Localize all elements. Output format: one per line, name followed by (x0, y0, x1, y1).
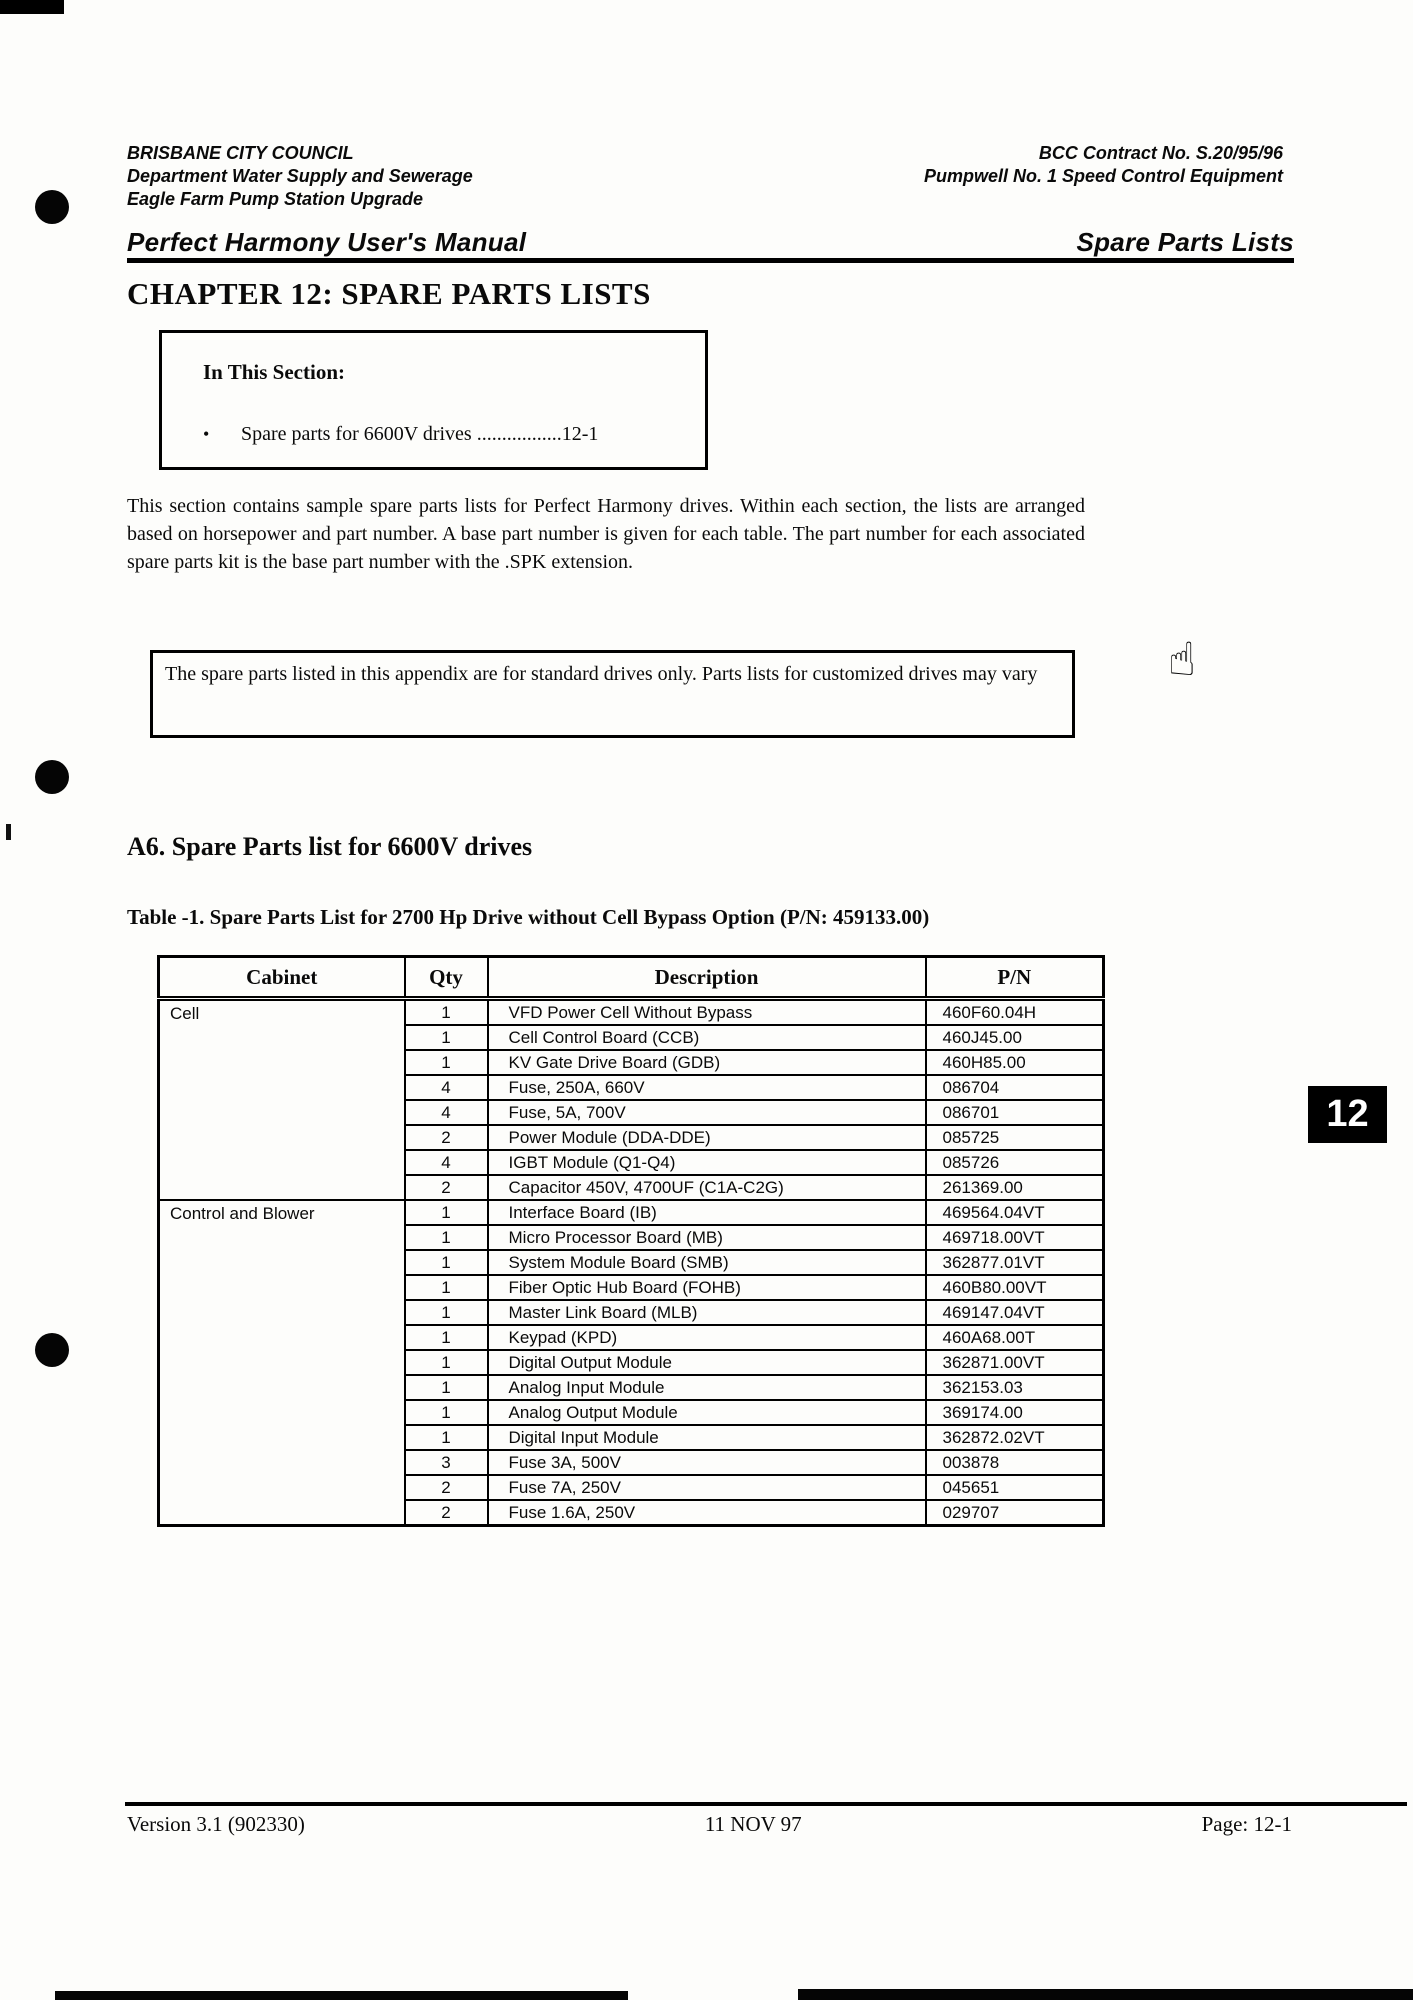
desc-cell: Cell Control Board (CCB) (488, 1025, 926, 1050)
qty-cell: 1 (405, 1325, 488, 1350)
table-row (159, 1200, 1104, 1225)
desc-cell: Fiber Optic Hub Board (FOHB) (488, 1275, 926, 1300)
in-this-section-title: In This Section: (203, 360, 345, 384)
pn-cell: 086701 (926, 1100, 1104, 1125)
binder-hole-icon (35, 1333, 69, 1367)
bullet-icon: • (203, 424, 210, 444)
desc-cell: Micro Processor Board (MB) (488, 1225, 926, 1250)
header-equipment-line: Pumpwell No. 1 Speed Control Equipment (923, 166, 1283, 186)
column-header-qty: Qty (405, 957, 488, 999)
qty-cell: 1 (405, 1050, 488, 1075)
note-text: The spare parts listed in this appendix are for standard drives only. Parts lists for customized drives may vary (165, 663, 1038, 685)
pn-cell: 003878 (926, 1450, 1104, 1475)
desc-cell: Master Link Board (MLB) (488, 1300, 926, 1325)
pn-cell: 469564.04VT (926, 1200, 1104, 1225)
column-header-pn: P/N (926, 957, 1104, 999)
header-right-block (924, 142, 1283, 188)
scan-edge-mark (55, 1991, 628, 2000)
desc-cell: Fuse 7A, 250V (488, 1475, 926, 1500)
header-contract-line: BCC Contract No. S.20/95/96 (1038, 143, 1283, 163)
pn-cell: 029707 (926, 1500, 1104, 1526)
toc-leader-dots: ................. (476, 423, 562, 445)
scan-corner-mark (0, 0, 64, 14)
pn-cell: 469147.04VT (926, 1300, 1104, 1325)
pn-cell: 261369.00 (926, 1175, 1104, 1200)
header-project-line: Eagle Farm Pump Station Upgrade (127, 189, 424, 209)
qty-cell: 2 (405, 1175, 488, 1200)
header-left-block (127, 142, 473, 211)
qty-cell: 3 (405, 1450, 488, 1475)
desc-cell: Digital Input Module (488, 1425, 926, 1450)
desc-cell: Fuse 1.6A, 250V (488, 1500, 926, 1526)
qty-cell: 1 (405, 1225, 488, 1250)
spare-parts-table (157, 955, 1105, 1527)
pn-cell: 460H85.00 (926, 1050, 1104, 1075)
qty-cell: 2 (405, 1125, 488, 1150)
footer-date: 11 NOV 97 (704, 1812, 802, 1836)
header-rule (127, 258, 1294, 263)
toc-item (203, 423, 598, 446)
qty-cell: 1 (405, 1200, 488, 1225)
pn-cell: 085725 (926, 1125, 1104, 1150)
desc-cell: Fuse, 5A, 700V (488, 1100, 926, 1125)
pn-cell: 362871.00VT (926, 1350, 1104, 1375)
pn-cell: 460F60.04H (926, 999, 1104, 1026)
qty-cell: 1 (405, 1300, 488, 1325)
footer (127, 1812, 1292, 1837)
scan-edge-mark (798, 1989, 1413, 2000)
footer-page-number: Page: 12-1 (1201, 1812, 1292, 1836)
qty-cell: 1 (405, 999, 488, 1026)
qty-cell: 4 (405, 1100, 488, 1125)
qty-cell: 1 (405, 1400, 488, 1425)
desc-cell: System Module Board (SMB) (488, 1250, 926, 1275)
pn-cell: 460B80.00VT (926, 1275, 1104, 1300)
qty-cell: 1 (405, 1250, 488, 1275)
intro-paragraph: This section contains sample spare parts lists for Perfect Harmony drives. Within each section, the lists are arranged based on horsepower and part number. A base part number is given for each table. The part number for each associated spare parts kit is the base part number with the .SPK extension. (127, 495, 1085, 573)
desc-cell: Fuse, 250A, 660V (488, 1075, 926, 1100)
footer-rule (125, 1802, 1407, 1806)
note-box (150, 650, 1075, 738)
qty-cell: 1 (405, 1375, 488, 1400)
parts-table-body (159, 999, 1104, 1526)
header-dept-line: Department Water Supply and Sewerage (127, 166, 473, 186)
table-caption: Table -1. Spare Parts List for 2700 Hp Drive without Cell Bypass Option (P/N: 459133.00) (127, 905, 930, 929)
qty-cell: 2 (405, 1500, 488, 1526)
binder-hole-icon (35, 760, 69, 794)
desc-cell: KV Gate Drive Board (GDB) (488, 1050, 926, 1075)
qty-cell: 1 (405, 1350, 488, 1375)
toc-item-label: Spare parts for 6600V drives (241, 423, 472, 445)
pn-cell: 460J45.00 (926, 1025, 1104, 1050)
chapter-tab-badge: 12 (1308, 1086, 1387, 1143)
running-title-row (127, 227, 1294, 258)
section-title: Spare Parts Lists (1076, 227, 1294, 257)
pn-cell: 086704 (926, 1075, 1104, 1100)
manual-title: Perfect Harmony User's Manual (127, 227, 527, 257)
column-header-description: Description (488, 957, 926, 999)
pn-cell: 469718.00VT (926, 1225, 1104, 1250)
qty-cell: 1 (405, 1025, 488, 1050)
cabinet-cell: Cell (159, 999, 405, 1201)
qty-cell: 1 (405, 1275, 488, 1300)
header-org-line: BRISBANE CITY COUNCIL (127, 143, 354, 163)
footer-version: Version 3.1 (902330) (127, 1812, 305, 1836)
desc-cell: Power Module (DDA-DDE) (488, 1125, 926, 1150)
chapter-title: CHAPTER 12: SPARE PARTS LISTS (127, 276, 651, 311)
pn-cell: 362872.02VT (926, 1425, 1104, 1450)
in-this-section-box (159, 330, 708, 470)
desc-cell: Digital Output Module (488, 1350, 926, 1375)
desc-cell: Analog Input Module (488, 1375, 926, 1400)
desc-cell: IGBT Module (Q1-Q4) (488, 1150, 926, 1175)
cabinet-cell: Control and Blower (159, 1200, 405, 1526)
pn-cell: 460A68.00T (926, 1325, 1104, 1350)
desc-cell: Capacitor 450V, 4700UF (C1A-C2G) (488, 1175, 926, 1200)
qty-cell: 4 (405, 1075, 488, 1100)
desc-cell: Fuse 3A, 500V (488, 1450, 926, 1475)
pn-cell: 369174.00 (926, 1400, 1104, 1425)
pn-cell: 085726 (926, 1150, 1104, 1175)
section-heading: A6. Spare Parts list for 6600V drives (127, 832, 533, 861)
table-row (159, 999, 1104, 1026)
toc-page-ref: 12-1 (561, 423, 599, 445)
desc-cell: VFD Power Cell Without Bypass (488, 999, 926, 1026)
binder-hole-icon (35, 190, 69, 224)
pn-cell: 362153.03 (926, 1375, 1104, 1400)
ink-speck (6, 824, 11, 840)
column-header-cabinet: Cabinet (159, 957, 405, 999)
table-header-row (159, 957, 1104, 999)
pn-cell: 362877.01VT (926, 1250, 1104, 1275)
qty-cell: 2 (405, 1475, 488, 1500)
qty-cell: 1 (405, 1425, 488, 1450)
pn-cell: 045651 (926, 1475, 1104, 1500)
desc-cell: Keypad (KPD) (488, 1325, 926, 1350)
desc-cell: Analog Output Module (488, 1400, 926, 1425)
desc-cell: Interface Board (IB) (488, 1200, 926, 1225)
qty-cell: 4 (405, 1150, 488, 1175)
pointing-hand-icon: ☝ (1168, 632, 1197, 686)
